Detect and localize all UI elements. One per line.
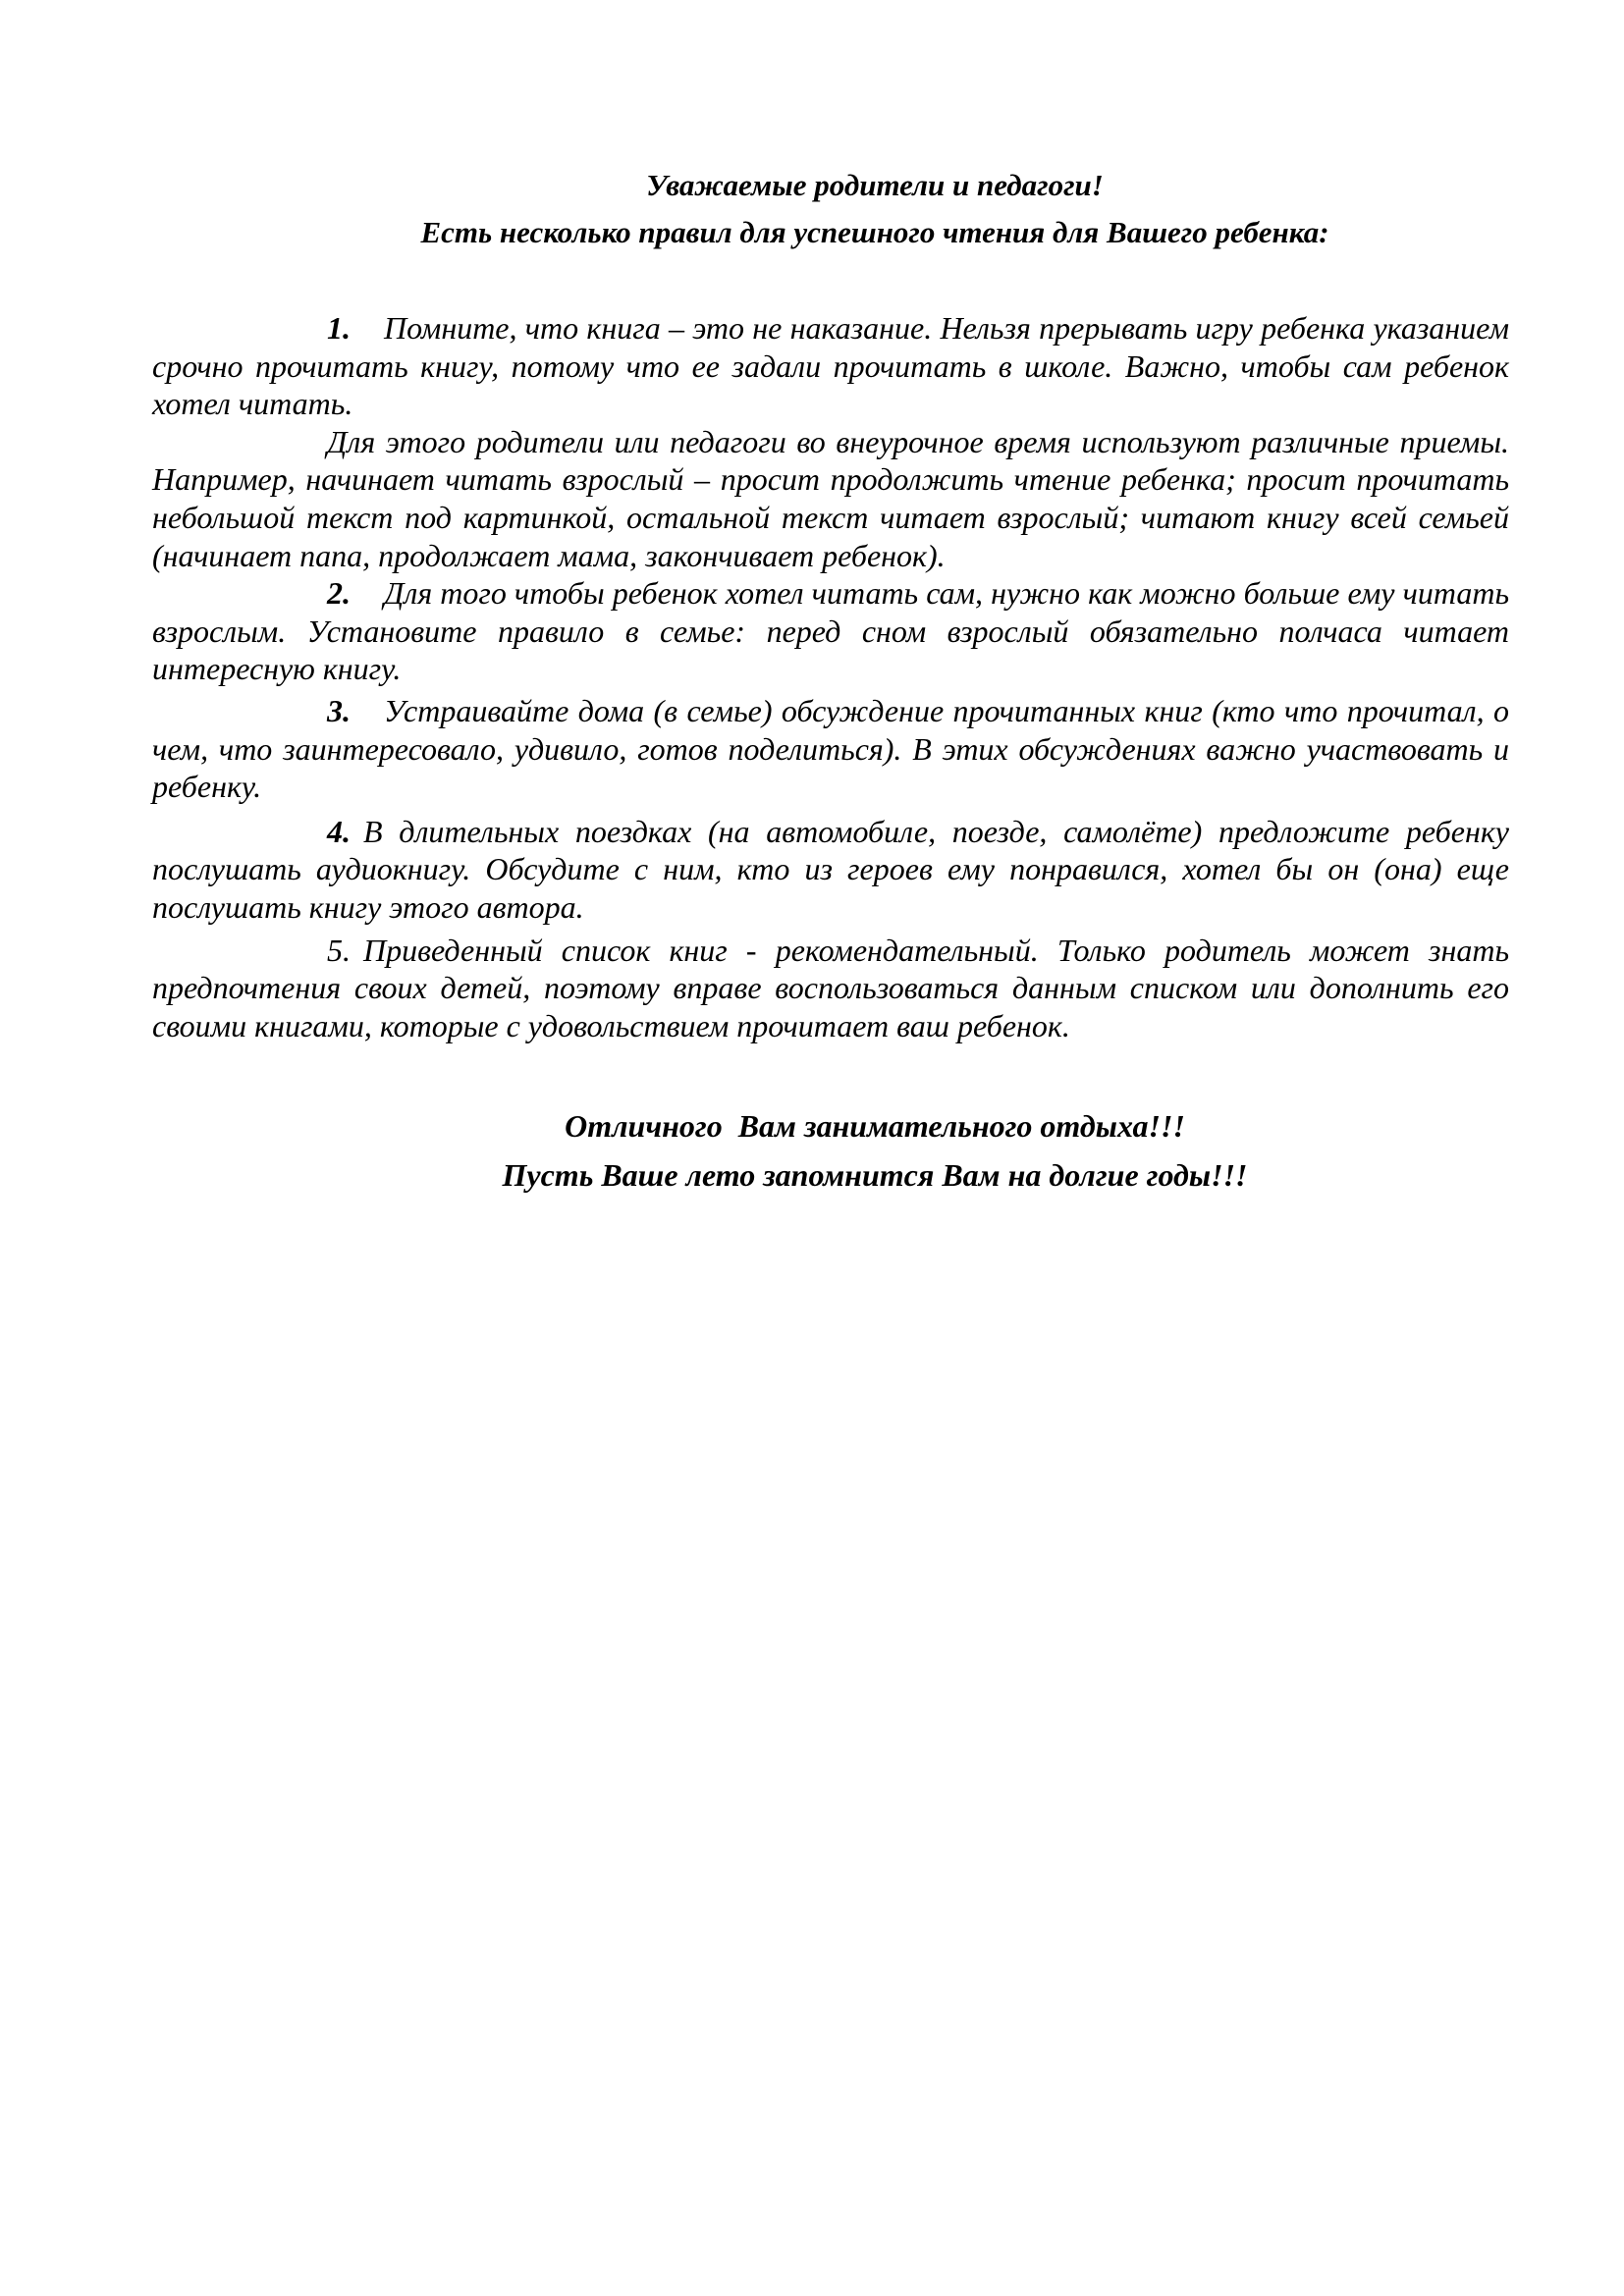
closing-line-2: Пусть Ваше лето запомнится Вам на долгие годы!!! — [502, 1157, 1248, 1194]
rule-number: 4. — [327, 813, 351, 849]
rule-paragraph — [152, 309, 1509, 423]
rule-paragraph — [152, 692, 1509, 806]
closing-wishes — [152, 1101, 1509, 1200]
rule-text: Помните, что книга – это не наказание. Нельзя прерывать игру ребенка указанием срочно прочитать книгу, потому что ее задали прочитать в школе. Важно, чтобы сам ребенок хотел читать. — [152, 310, 1509, 422]
rule-number: 1. — [327, 310, 351, 346]
rule-number: 3. — [327, 692, 351, 728]
rule-paragraph — [152, 574, 1509, 688]
rule-paragraph — [152, 932, 1509, 1045]
rule-text: Для этого родители или педагоги во внеурочное время используют различные приемы. Например, начинает читать взрослый – просит продолжить чтение ребенка; просит прочитать небольшой текст под картинкой, остальной текст читает взрослый; читают книгу всей семьей (начинает папа, продолжает мама, закончивает ребенок). — [152, 423, 1509, 573]
rule-paragraph — [152, 813, 1509, 927]
rule-text: Устраивайте дома (в семье) обсуждение прочитанных книг (кто что прочитал, о чем, что заинтересовало, удивило, готов поделиться). В этих обсуждениях важно участвовать и ребенку. — [152, 692, 1509, 805]
closing-line-1: Отличного Вам занимательного отдыха!!! — [565, 1108, 1185, 1145]
rule-number: 5. — [327, 932, 351, 968]
rule-text: Приведенный список книг - рекомендательный. Только родитель может знать предпочтения своих детей, поэтому вправе воспользоваться данным списком или дополнить его своими книгами, которые с удовольствием прочитает ваш ребенок. — [152, 932, 1509, 1043]
rule-number: 2. — [327, 575, 351, 612]
rule-text: Для того чтобы ребенок хотел читать сам, нужно как можно больше ему читать взрослым. Установите правило в семье: перед сном взрослый обязательно полчаса читает интересную книгу. — [152, 575, 1509, 687]
rule-text: В длительных поездках (на автомобиле, поезде, самолёте) предложите ребенку послушать аудиокнигу. Обсудите с ним, кто из героев ему понравился, хотел бы он (она) еще послушать книгу этого автора. — [152, 813, 1509, 925]
rules-list — [152, 309, 1509, 1044]
document-subtitle: Есть несколько правил для успешного чтения для Вашего ребенка: — [420, 215, 1329, 249]
document-title: Уважаемые родители и педагоги! — [646, 168, 1104, 202]
rule-paragraph — [152, 423, 1509, 574]
